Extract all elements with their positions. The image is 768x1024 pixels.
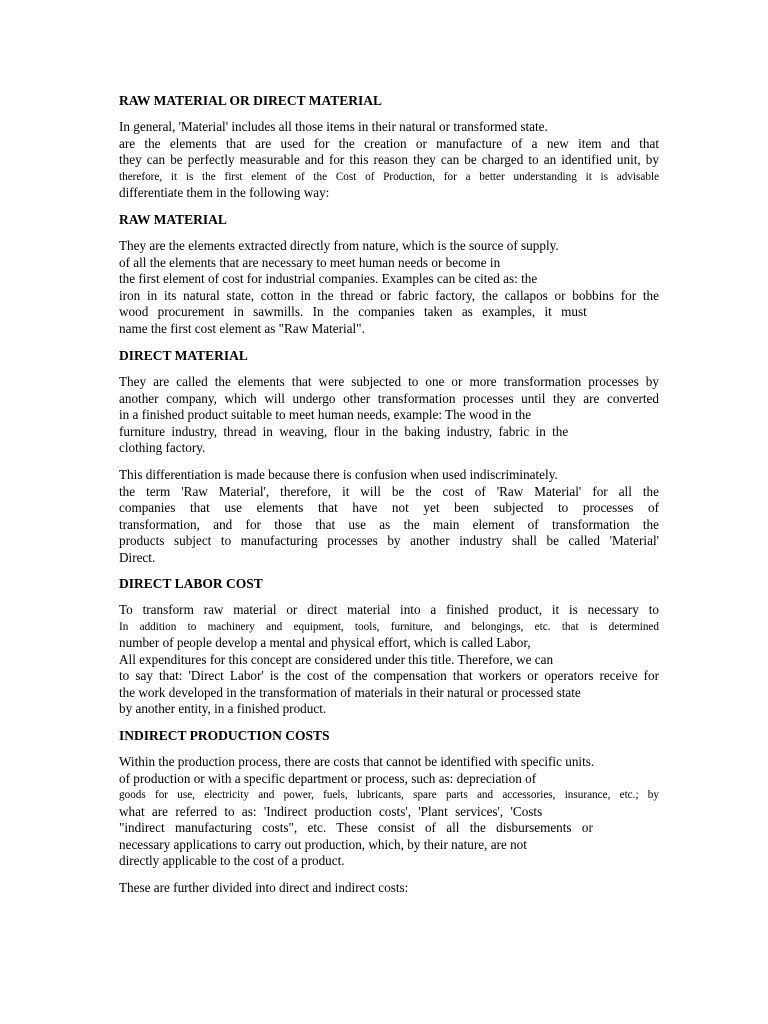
paragraph-differentiation (119, 467, 659, 566)
text-line: of all the elements that are necessary to meet human needs or become in (119, 254, 501, 270)
text-line: wood procurement in sawmills. In the companies taken as examples, it must (119, 304, 587, 319)
text-line: transformation, and for those that use as the main element of transformation the (119, 516, 659, 532)
text-line: furniture industry, thread in weaving, flour in the baking industry, fabric in the (119, 423, 569, 439)
text-line: by another entity, in a finished product. (119, 701, 327, 716)
text-line: they can be perfectly measurable and for this reason they can be charged to an identified unit, by (119, 152, 659, 167)
text-line: They are called the elements that were subjected to one or more transformation processes by (119, 374, 659, 389)
text-line: This differentiation is made because there is confusion when used indiscriminately. (119, 467, 558, 482)
paragraph-further-divided (119, 880, 659, 897)
text-line: name the first cost element as "Raw Material". (119, 320, 365, 336)
text-line: products subject to manufacturing processes by another industry shall be called 'Material' (119, 533, 659, 548)
text-line: clothing factory. (119, 440, 206, 455)
text-line: directly applicable to the cost of a product. (119, 853, 345, 868)
paragraph-raw-material (119, 238, 659, 337)
text-line: Direct. (119, 549, 156, 565)
text-line: "indirect manufacturing costs", etc. These consist of all the disbursements or (119, 820, 593, 835)
text-line: the first element of cost for industrial companies. Examples can be cited as: the (119, 271, 538, 286)
section-heading-raw-or-direct-material: RAW MATERIAL OR DIRECT MATERIAL (119, 93, 383, 108)
text-line: To transform raw material or direct material into a finished product, it is necessary to (119, 602, 659, 617)
text-line: companies that use elements that have not yet been subjected to processes of (119, 500, 659, 515)
text-line: in a finished product suitable to meet human needs, example: The wood in the (119, 407, 532, 422)
text-line: necessary applications to carry out production, which, by their nature, are not (119, 836, 527, 852)
section-heading-indirect-production-costs: INDIRECT PRODUCTION COSTS (119, 728, 330, 743)
text-line: another company, which will undergo other transformation processes until they are converted (119, 390, 659, 406)
text-line: are the elements that are used for the creation or manufacture of a new item and that (119, 135, 659, 151)
text-line: to say that: 'Direct Labor' is the cost of the compensation that workers or operators receive for (119, 668, 659, 683)
text-line: differentiate them in the following way: (119, 185, 330, 200)
paragraph-material-definition (119, 119, 659, 202)
text-line: iron in its natural state, cotton in the thread or fabric factory, the callapos or bobbins for the (119, 287, 659, 303)
text-line: All expenditures for this concept are considered under this title. Therefore, we can (119, 651, 554, 667)
section-heading-direct-material: DIRECT MATERIAL (119, 348, 248, 363)
text-line: They are the elements extracted directly from nature, which is the source of supply. (119, 238, 559, 253)
paragraph-direct-material (119, 374, 659, 457)
text-line: In general, 'Material' includes all those items in their natural or transformed state. (119, 119, 548, 134)
section-heading-raw-material: RAW MATERIAL (119, 212, 227, 227)
text-line: the work developed in the transformation of materials in their natural or processed state (119, 684, 581, 700)
text-line: goods for use, electricity and power, fuels, lubricants, spare parts and accessories, insurance, etc.; by (119, 789, 659, 801)
text-line: therefore, it is the first element of the Cost of Production, for a better understanding it is advisable (119, 170, 659, 183)
text-line: the term 'Raw Material', therefore, it will be the cost of 'Raw Material' for all the (119, 483, 659, 499)
text-line: Within the production process, there are costs that cannot be identified with specific units. (119, 754, 595, 769)
text-line: number of people develop a mental and physical effort, which is called Labor, (119, 635, 531, 650)
paragraph-direct-labor (119, 602, 659, 718)
text-line: of production or with a specific department or process, such as: depreciation of (119, 770, 537, 786)
text-line: what are referred to as: 'Indirect production costs', 'Plant services', 'Costs (119, 803, 543, 819)
paragraph-indirect-costs (119, 754, 659, 870)
text-line: These are further divided into direct and indirect costs: (119, 880, 409, 895)
text-line: In addition to machinery and equipment, tools, furniture, and belongings, etc. that is determined (119, 620, 659, 633)
section-heading-direct-labor-cost: DIRECT LABOR COST (119, 576, 263, 591)
